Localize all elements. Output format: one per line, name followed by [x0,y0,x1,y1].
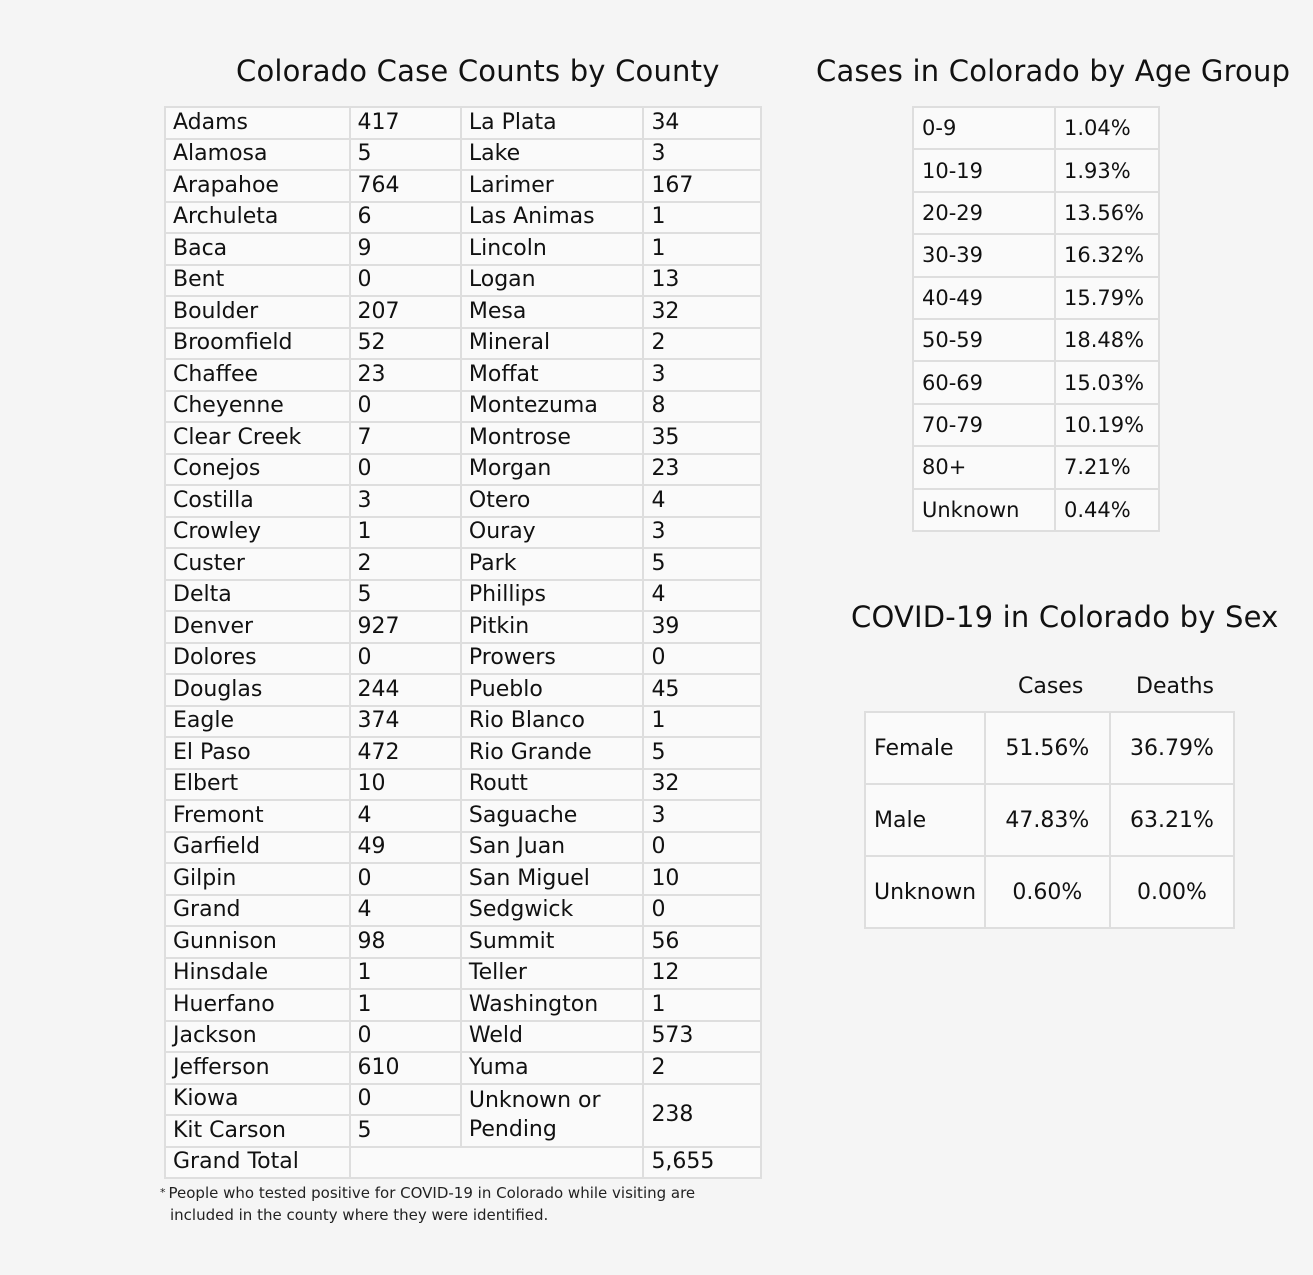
county-name: Fremont [165,800,350,832]
county-count: 13 [643,265,761,297]
county-name: Arapahoe [165,170,350,202]
table-row [165,517,761,549]
county-count: 4 [643,485,761,517]
table-row [165,359,761,391]
county-name: Park [461,548,644,580]
county-name: Eagle [165,706,350,738]
county-count: 0 [350,454,461,486]
sex-label: Unknown [865,856,985,928]
county-count: 764 [350,170,461,202]
table-row [865,712,1234,784]
age-group-percent: 1.93% [1055,149,1159,191]
cases-percent: 51.56% [985,712,1110,784]
age-group-percent: 15.79% [1055,277,1159,319]
age-group-label: 70-79 [913,404,1055,446]
table-row [165,611,761,643]
county-count: 5 [643,548,761,580]
county-name: Washington [461,989,644,1021]
county-name: Routt [461,769,644,801]
county-name: Baca [165,233,350,265]
county-count: 417 [350,107,461,139]
sex-label: Male [865,784,985,856]
table-row [165,832,761,864]
county-name: Pitkin [461,611,644,643]
county-name: Custer [165,548,350,580]
age-group-label: 0-9 [913,107,1055,149]
county-count: 6 [350,202,461,234]
county-name: Rio Grande [461,737,644,769]
county-count: 0 [643,895,761,927]
county-name: Rio Blanco [461,706,644,738]
footnote [160,1182,720,1226]
county-name: San Miguel [461,863,644,895]
deaths-percent: 36.79% [1110,712,1234,784]
county-name: San Juan [461,832,644,864]
county-name: Clear Creek [165,422,350,454]
footnote-line-1: People who tested positive for COVID-19 in Colorado while visiting are [168,1184,696,1202]
county-count: 1 [643,989,761,1021]
county-name: Boulder [165,296,350,328]
county-name: Montrose [461,422,644,454]
table-row [165,958,761,990]
county-count: 3 [643,359,761,391]
county-count: 573 [643,1021,761,1053]
county-count: 8 [643,391,761,423]
age-group-label: 30-39 [913,234,1055,276]
table-row [165,107,761,139]
table-row [165,1052,761,1084]
table-row [165,139,761,171]
sex-table [864,711,1235,929]
table-row [913,234,1159,276]
county-count: 34 [643,107,761,139]
county-case-table [164,106,762,1179]
age-group-percent: 16.32% [1055,234,1159,276]
county-count: 374 [350,706,461,738]
county-name: Otero [461,485,644,517]
county-count: 0 [350,265,461,297]
county-name: Crowley [165,517,350,549]
county-name: La Plata [461,107,644,139]
county-count: 2 [643,1052,761,1084]
county-name: Lake [461,139,644,171]
county-count: 1 [643,706,761,738]
age-group-percent: 18.48% [1055,319,1159,361]
table-row [165,328,761,360]
table-row [165,643,761,675]
county-name: Elbert [165,769,350,801]
cases-percent: 0.60% [985,856,1110,928]
county-name: Morgan [461,454,644,486]
county-name: Adams [165,107,350,139]
county-count: 12 [643,958,761,990]
county-name: Kit Carson [165,1115,350,1147]
county-name: Teller [461,958,644,990]
county-count: 610 [350,1052,461,1084]
county-count: 3 [643,800,761,832]
county-name: Grand [165,895,350,927]
county-name: Kiowa [165,1084,350,1116]
county-name: Bent [165,265,350,297]
county-name: Pueblo [461,674,644,706]
table-row [165,737,761,769]
county-name: Dolores [165,643,350,675]
age-group-label: 60-69 [913,361,1055,403]
deaths-percent: 63.21% [1110,784,1234,856]
county-name: Gunnison [165,926,350,958]
county-count: 52 [350,328,461,360]
table-row [165,800,761,832]
county-name: Yuma [461,1052,644,1084]
county-name: Garfield [165,832,350,864]
county-name: Mineral [461,328,644,360]
table-row [165,233,761,265]
table-row [165,769,761,801]
age-group-percent: 13.56% [1055,192,1159,234]
county-count: 98 [350,926,461,958]
county-count: 0 [350,391,461,423]
county-name: Sedgwick [461,895,644,927]
county-name: Huerfano [165,989,350,1021]
county-name: Logan [461,265,644,297]
table-row [165,422,761,454]
table-row [165,895,761,927]
county-count: 1 [350,958,461,990]
county-count: 23 [643,454,761,486]
county-count: 3 [643,139,761,171]
grand-total-row [165,1147,761,1179]
deaths-percent: 0.00% [1110,856,1234,928]
county-name: Ouray [461,517,644,549]
table-row [865,784,1234,856]
county-count: 0 [350,1021,461,1053]
county-count: 4 [350,895,461,927]
county-count: 4 [643,580,761,612]
table-row [913,149,1159,191]
county-name: Moffat [461,359,644,391]
table-row [913,192,1159,234]
county-name: Hinsdale [165,958,350,990]
county-table-title: Colorado Case Counts by County [236,54,720,88]
county-count: 5 [350,580,461,612]
county-name: Archuleta [165,202,350,234]
table-row [913,361,1159,403]
age-group-percent: 0.44% [1055,489,1159,531]
age-group-label: 10-19 [913,149,1055,191]
county-count: 1 [350,517,461,549]
county-name: Conejos [165,454,350,486]
age-table-title: Cases in Colorado by Age Group [816,54,1291,88]
county-count: 49 [350,832,461,864]
county-count: 32 [643,296,761,328]
table-row [865,856,1234,928]
county-count: 472 [350,737,461,769]
table-row [165,580,761,612]
sex-label: Female [865,712,985,784]
county-name: Costilla [165,485,350,517]
county-count: 2 [350,548,461,580]
county-name: Denver [165,611,350,643]
table-row [165,202,761,234]
county-count: 5 [350,139,461,171]
unknown-pending-count: 238 [643,1084,761,1147]
age-group-label: 40-49 [913,277,1055,319]
age-group-percent: 1.04% [1055,107,1159,149]
county-count: 1 [350,989,461,1021]
county-count: 10 [643,863,761,895]
age-group-label: 50-59 [913,319,1055,361]
age-group-label: 80+ [913,446,1055,488]
county-name: El Paso [165,737,350,769]
grand-total-value: 5,655 [643,1147,761,1179]
age-group-percent: 15.03% [1055,361,1159,403]
county-count: 4 [350,800,461,832]
county-count: 0 [643,643,761,675]
county-name: Cheyenne [165,391,350,423]
cases-percent: 47.83% [985,784,1110,856]
county-name: Montezuma [461,391,644,423]
footnote-line-2: included in the county where they were identified. [170,1206,549,1224]
deaths-column-header: Deaths [1136,674,1214,699]
table-row [165,170,761,202]
age-group-percent: 7.21% [1055,446,1159,488]
table-row [913,319,1159,361]
table-row [913,404,1159,446]
grand-total-label: Grand Total [165,1147,350,1179]
age-group-table [912,106,1160,532]
county-name: Alamosa [165,139,350,171]
unknown-pending-label-line-2: Pending [468,1117,557,1142]
county-name: Broomfield [165,328,350,360]
table-row [913,277,1159,319]
county-count: 5 [643,737,761,769]
county-count: 167 [643,170,761,202]
county-count: 2 [643,328,761,360]
county-name: Prowers [461,643,644,675]
county-count: 56 [643,926,761,958]
county-name: Larimer [461,170,644,202]
county-count: 0 [350,863,461,895]
table-row [165,548,761,580]
table-row [165,391,761,423]
county-name: Jefferson [165,1052,350,1084]
grand-total-spacer [350,1147,644,1179]
footnote-asterisk: * [160,1186,166,1199]
unknown-pending-label-line-1: Unknown or [468,1088,601,1113]
age-group-percent: 10.19% [1055,404,1159,446]
county-count: 23 [350,359,461,391]
county-count: 10 [350,769,461,801]
county-name: Las Animas [461,202,644,234]
county-count: 39 [643,611,761,643]
county-count: 927 [350,611,461,643]
table-row [165,296,761,328]
county-count: 0 [350,643,461,675]
table-row [165,454,761,486]
county-name: Douglas [165,674,350,706]
county-count: 35 [643,422,761,454]
cases-column-header: Cases [1018,674,1084,699]
table-row [913,489,1159,531]
county-count: 0 [350,1084,461,1116]
county-count: 0 [643,832,761,864]
table-row [165,674,761,706]
county-count: 207 [350,296,461,328]
table-row [165,706,761,738]
county-count: 3 [643,517,761,549]
county-name: Delta [165,580,350,612]
table-row [165,1084,761,1116]
county-count: 5 [350,1115,461,1147]
county-name: Gilpin [165,863,350,895]
county-name: Jackson [165,1021,350,1053]
table-row [913,446,1159,488]
county-name: Mesa [461,296,644,328]
county-count: 1 [643,233,761,265]
county-name: Chaffee [165,359,350,391]
table-row [165,485,761,517]
table-row [165,926,761,958]
unknown-pending-label [461,1084,644,1147]
age-group-label: Unknown [913,489,1055,531]
table-row [165,265,761,297]
county-count: 3 [350,485,461,517]
county-name: Weld [461,1021,644,1053]
county-count: 32 [643,769,761,801]
table-row [165,863,761,895]
county-count: 9 [350,233,461,265]
county-name: Summit [461,926,644,958]
sex-table-title: COVID-19 in Colorado by Sex [851,600,1279,634]
county-name: Lincoln [461,233,644,265]
table-row [165,989,761,1021]
county-count: 7 [350,422,461,454]
county-count: 45 [643,674,761,706]
county-name: Saguache [461,800,644,832]
county-count: 1 [643,202,761,234]
county-count: 244 [350,674,461,706]
table-row [913,107,1159,149]
county-name: Phillips [461,580,644,612]
table-row [165,1021,761,1053]
age-group-label: 20-29 [913,192,1055,234]
